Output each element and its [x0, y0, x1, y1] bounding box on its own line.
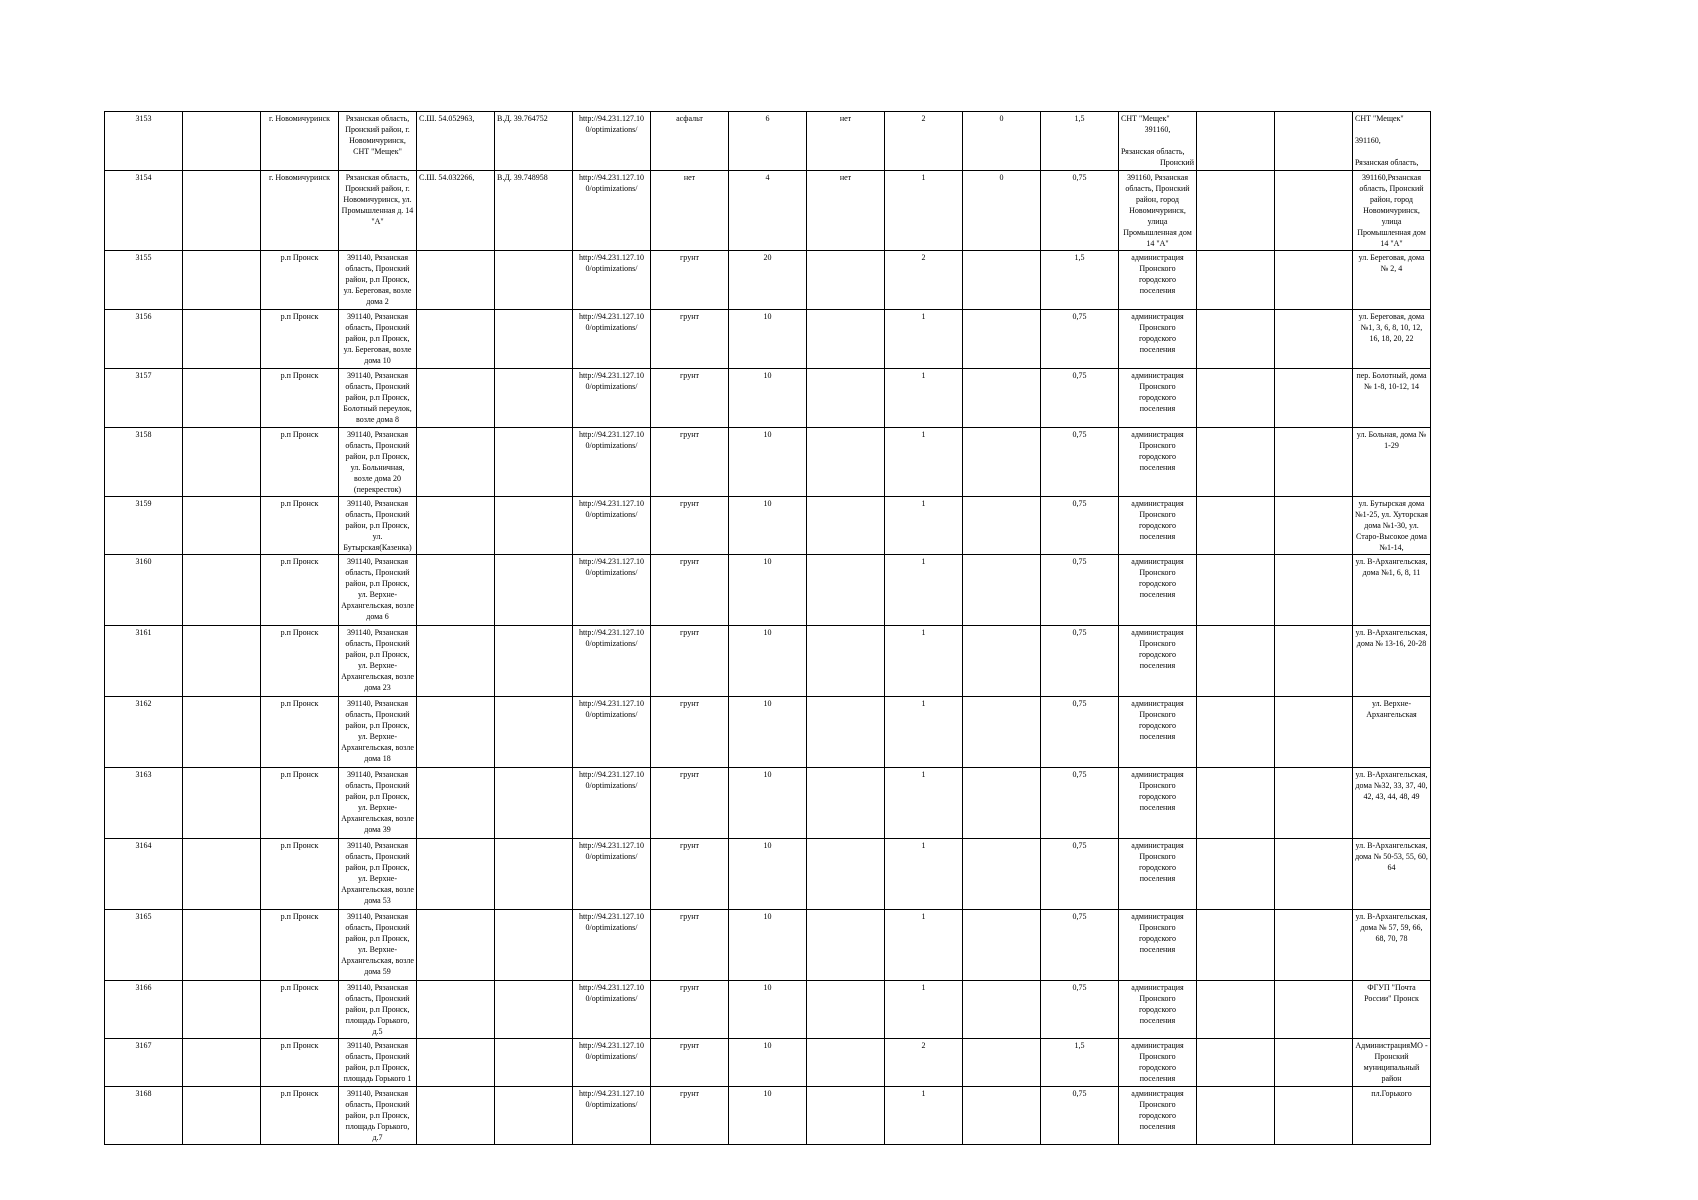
map-link[interactable]: http://94.231.127.10 0/optimizations/	[573, 112, 651, 171]
volume-cell: 1,5	[1041, 112, 1119, 171]
row-number: 3168	[105, 1087, 183, 1145]
sources-cell: ул. Береговая, дома № 2, 4	[1353, 251, 1431, 310]
row-number: 3166	[105, 981, 183, 1039]
cover-cell	[807, 626, 885, 697]
empty-cell	[1197, 428, 1275, 497]
empty-cell	[1197, 112, 1275, 171]
area-cell: 10	[729, 1087, 807, 1145]
area-cell: 10	[729, 497, 807, 555]
cover-cell	[807, 1039, 885, 1087]
row-number: 3167	[105, 1039, 183, 1087]
owner-cell: администрация Пронского городского поселения	[1119, 1087, 1197, 1145]
empty-cell: 0	[963, 112, 1041, 171]
row-number: 3163	[105, 768, 183, 839]
owner-cell: администрация Пронского городского поселения	[1119, 497, 1197, 555]
table-row	[105, 768, 1539, 839]
containers-cell: 1	[885, 1087, 963, 1145]
area-cell: 10	[729, 910, 807, 981]
registry-table	[104, 111, 1539, 1145]
empty-cell	[183, 310, 261, 369]
empty-cell	[1275, 1087, 1353, 1145]
empty-cell	[183, 112, 261, 171]
sources-cell: ул. В-Архангельская, дома №32, 33, 37, 40, 42, 43, 44, 48, 49	[1353, 768, 1431, 839]
table-row	[105, 497, 1539, 555]
table-row	[105, 981, 1539, 1039]
empty-cell	[1275, 369, 1353, 428]
empty-cell	[1197, 910, 1275, 981]
area-cell: 10	[729, 626, 807, 697]
owner-cell: администрация Пронского городского поселения	[1119, 555, 1197, 626]
containers-cell: 1	[885, 626, 963, 697]
address-cell: 391140, Рязанская область, Пронский район, р.п Пронск, ул. Бутырская(Казенка)	[339, 497, 417, 555]
latitude-cell	[417, 626, 495, 697]
area-cell: 4	[729, 171, 807, 251]
containers-cell: 1	[885, 910, 963, 981]
owner-cell: 391160, Рязанская область, Пронский район, город Новомичуринск, улица Промышленная дом 14 "А"	[1119, 171, 1197, 251]
map-link[interactable]: http://94.231.127.10 0/optimizations/	[573, 310, 651, 369]
longitude-cell	[495, 697, 573, 768]
table-row	[105, 910, 1539, 981]
longitude-cell	[495, 981, 573, 1039]
area-cell: 10	[729, 428, 807, 497]
longitude-cell	[495, 251, 573, 310]
empty-cell	[1275, 839, 1353, 910]
row-number: 3159	[105, 497, 183, 555]
area-cell: 20	[729, 251, 807, 310]
owner-cell: администрация Пронского городского поселения	[1119, 310, 1197, 369]
owner-cell: администрация Пронского городского поселения	[1119, 251, 1197, 310]
sources-line: Рязанская область,	[1355, 158, 1419, 167]
owner-cell: администрация Пронского городского поселения	[1119, 981, 1197, 1039]
settlement-cell: р.п Пронск	[261, 910, 339, 981]
cover-cell	[807, 981, 885, 1039]
surface-cell: грунт	[651, 626, 729, 697]
latitude-cell	[417, 1087, 495, 1145]
empty-cell	[1197, 839, 1275, 910]
cover-cell	[807, 251, 885, 310]
settlement-cell: р.п Пронск	[261, 555, 339, 626]
volume-cell: 0,75	[1041, 497, 1119, 555]
empty-cell	[1275, 768, 1353, 839]
empty-cell	[183, 497, 261, 555]
address-cell: 391140, Рязанская область, Пронский район, р.п Пронск, ул. Верхне-Архангельская, возле дома 18	[339, 697, 417, 768]
map-link[interactable]: http://94.231.127.10 0/optimizations/	[573, 910, 651, 981]
empty-cell	[963, 369, 1041, 428]
owner-line: Пронский	[1159, 158, 1194, 167]
empty-cell	[963, 428, 1041, 497]
cover-cell	[807, 768, 885, 839]
area-cell: 10	[729, 555, 807, 626]
latitude-cell: С.Ш. 54.032266,	[417, 171, 495, 251]
surface-cell: грунт	[651, 310, 729, 369]
empty-cell	[963, 981, 1041, 1039]
address-cell: 391140, Рязанская область, Пронский район, р.п Пронск, Болотный переулок, возле дома 8	[339, 369, 417, 428]
sources-cell: пер. Болотный, дома № 1-8, 10-12, 14	[1353, 369, 1431, 428]
latitude-cell	[417, 428, 495, 497]
sources-cell: ул. Верхне-Архангельская	[1353, 697, 1431, 768]
map-link[interactable]: http://94.231.127.10 0/optimizations/	[573, 555, 651, 626]
volume-cell: 0,75	[1041, 768, 1119, 839]
owner-cell: администрация Пронского городского поселения	[1119, 626, 1197, 697]
empty-cell	[963, 626, 1041, 697]
settlement-cell: р.п Пронск	[261, 428, 339, 497]
volume-cell: 1,5	[1041, 251, 1119, 310]
surface-cell: грунт	[651, 555, 729, 626]
empty-cell	[1275, 112, 1353, 171]
surface-cell: грунт	[651, 910, 729, 981]
owner-line: Рязанская область,	[1121, 147, 1185, 156]
longitude-cell: В.Д. 39.748958	[495, 171, 573, 251]
volume-cell: 0,75	[1041, 839, 1119, 910]
empty-cell: 0	[963, 171, 1041, 251]
table-row	[105, 555, 1539, 626]
empty-cell	[1275, 428, 1353, 497]
row-number: 3153	[105, 112, 183, 171]
row-number: 3164	[105, 839, 183, 910]
empty-cell	[1197, 768, 1275, 839]
settlement-cell: р.п Пронск	[261, 626, 339, 697]
latitude-cell	[417, 497, 495, 555]
map-link[interactable]: http://94.231.127.10 0/optimizations/	[573, 369, 651, 428]
latitude-cell	[417, 839, 495, 910]
row-number: 3154	[105, 171, 183, 251]
map-link[interactable]: http://94.231.127.10 0/optimizations/	[573, 428, 651, 497]
map-link[interactable]: http://94.231.127.10 0/optimizations/	[573, 839, 651, 910]
table-row	[105, 369, 1539, 428]
empty-cell	[1275, 981, 1353, 1039]
row-number: 3165	[105, 910, 183, 981]
sources-cell: ул. Больная, дома № 1-29	[1353, 428, 1431, 497]
surface-cell: грунт	[651, 981, 729, 1039]
empty-cell	[1197, 626, 1275, 697]
table-row	[105, 428, 1539, 497]
cover-cell	[807, 697, 885, 768]
address-cell: 391140, Рязанская область, Пронский район, р.п Пронск, ул. Верхне-Архангельская, возле дома 6	[339, 555, 417, 626]
latitude-cell	[417, 251, 495, 310]
settlement-cell: р.п Пронск	[261, 1039, 339, 1087]
surface-cell: грунт	[651, 428, 729, 497]
address-cell: 391140, Рязанская область, Пронский район, р.п Пронск, ул. Верхне-Архангельская, возле дома 39	[339, 768, 417, 839]
cover-cell: нет	[807, 112, 885, 171]
cover-cell	[807, 497, 885, 555]
row-number: 3160	[105, 555, 183, 626]
volume-cell: 0,75	[1041, 369, 1119, 428]
surface-cell: грунт	[651, 768, 729, 839]
latitude-cell	[417, 369, 495, 428]
map-link[interactable]: http://94.231.127.10 0/optimizations/	[573, 251, 651, 310]
address-cell: Рязанская область, Пронский район, г. Новомичуринск, ул. Промышленная д. 14 "А"	[339, 171, 417, 251]
empty-cell	[183, 1087, 261, 1145]
cover-cell	[807, 428, 885, 497]
owner-line: СНТ "Мещек"	[1121, 114, 1170, 123]
empty-cell	[963, 555, 1041, 626]
empty-cell	[963, 310, 1041, 369]
owner-cell: администрация Пронского городского поселения	[1119, 839, 1197, 910]
empty-cell	[963, 768, 1041, 839]
volume-cell: 0,75	[1041, 626, 1119, 697]
latitude-cell	[417, 768, 495, 839]
longitude-cell	[495, 555, 573, 626]
surface-cell: грунт	[651, 369, 729, 428]
latitude-cell	[417, 910, 495, 981]
empty-cell	[1197, 171, 1275, 251]
empty-cell	[963, 1039, 1041, 1087]
sources-cell: ул. В-Архангельская, дома № 57, 59, 66, 68, 70, 78	[1353, 910, 1431, 981]
address-cell: 391140, Рязанская область, Пронский район, р.п Пронск, ул. Береговая, возле дома 10	[339, 310, 417, 369]
empty-cell	[1197, 310, 1275, 369]
settlement-cell: р.п Пронск	[261, 981, 339, 1039]
owner-cell: администрация Пронского городского поселения	[1119, 369, 1197, 428]
sources-cell: ул. В-Архангельская, дома №1, 6, 8, 11	[1353, 555, 1431, 626]
address-cell: 391140, Рязанская область, Пронский район, р.п Пронск, ул. Верхне-Архангельская, возле дома 53	[339, 839, 417, 910]
volume-cell: 0,75	[1041, 428, 1119, 497]
surface-cell: грунт	[651, 497, 729, 555]
empty-cell	[1275, 497, 1353, 555]
empty-cell	[183, 981, 261, 1039]
surface-cell: грунт	[651, 697, 729, 768]
empty-cell	[963, 1087, 1041, 1145]
address-cell: 391140, Рязанская область, Пронский район, р.п Пронск, ул. Верхне-Архангельская, возле дома 23	[339, 626, 417, 697]
address-cell: 391140, Рязанская область, Пронский район, р.п Пронск, ул. Береговая, возле дома 2	[339, 251, 417, 310]
area-cell: 10	[729, 981, 807, 1039]
owner-cell: администрация Пронского городского поселения	[1119, 428, 1197, 497]
empty-cell	[1275, 697, 1353, 768]
empty-cell	[1197, 1039, 1275, 1087]
table-row	[105, 112, 1539, 171]
settlement-cell: р.п Пронск	[261, 497, 339, 555]
sources-line: 391160,	[1355, 136, 1381, 145]
longitude-cell	[495, 910, 573, 981]
map-link[interactable]: http://94.231.127.10 0/optimizations/	[573, 697, 651, 768]
containers-cell: 1	[885, 428, 963, 497]
latitude-cell	[417, 555, 495, 626]
latitude-cell	[417, 1039, 495, 1087]
table-row	[105, 697, 1539, 768]
owner-line: 391160,	[1144, 125, 1171, 134]
sources-cell: 391160,Рязанская область, Пронский район, город Новомичуринск, улица Промышленная дом 14 "А"	[1353, 171, 1431, 251]
empty-cell	[183, 369, 261, 428]
containers-cell: 2	[885, 1039, 963, 1087]
owner-cell: администрация Пронского городского поселения	[1119, 697, 1197, 768]
latitude-cell	[417, 981, 495, 1039]
cover-cell	[807, 555, 885, 626]
settlement-cell: р.п Пронск	[261, 839, 339, 910]
settlement-cell: г. Новомичуринск	[261, 171, 339, 251]
longitude-cell	[495, 497, 573, 555]
address-cell: 391140, Рязанская область, Пронский район, р.п Пронск, ул. Верхне-Архангельская, возле дома 59	[339, 910, 417, 981]
empty-cell	[1275, 910, 1353, 981]
longitude-cell	[495, 839, 573, 910]
row-number: 3155	[105, 251, 183, 310]
empty-cell	[1275, 1039, 1353, 1087]
area-cell: 10	[729, 697, 807, 768]
surface-cell: грунт	[651, 251, 729, 310]
empty-cell	[183, 428, 261, 497]
address-cell: Рязанская область, Пронский район, г. Новомичуринск, СНТ "Мещек"	[339, 112, 417, 171]
sources-cell: АдминистрацияМО - Пронский муниципальный район	[1353, 1039, 1431, 1087]
empty-cell	[1197, 981, 1275, 1039]
settlement-cell: г. Новомичуринск	[261, 112, 339, 171]
empty-cell	[183, 171, 261, 251]
sources-cell: ул. Бутырская дома №1-25, ул. Хуторская дома №1-30, ул. Старо-Высокое дома №1-14,	[1353, 497, 1431, 555]
containers-cell: 1	[885, 839, 963, 910]
empty-cell	[1275, 310, 1353, 369]
address-cell: 391140, Рязанская область, Пронский район, р.п Пронск, площадь Горького, д.5	[339, 981, 417, 1039]
cover-cell	[807, 1087, 885, 1145]
empty-cell	[183, 697, 261, 768]
empty-cell	[183, 910, 261, 981]
longitude-cell	[495, 369, 573, 428]
longitude-cell	[495, 626, 573, 697]
settlement-cell: р.п Пронск	[261, 251, 339, 310]
settlement-cell: р.п Пронск	[261, 768, 339, 839]
row-number: 3161	[105, 626, 183, 697]
longitude-cell	[495, 768, 573, 839]
empty-cell	[183, 1039, 261, 1087]
sources-cell: пл.Горького	[1353, 1087, 1431, 1145]
empty-cell	[963, 251, 1041, 310]
longitude-cell: В.Д. 39.764752	[495, 112, 573, 171]
empty-cell	[963, 910, 1041, 981]
surface-cell: нет	[651, 171, 729, 251]
longitude-cell	[495, 1087, 573, 1145]
empty-cell	[1275, 251, 1353, 310]
row-number: 3156	[105, 310, 183, 369]
containers-cell: 2	[885, 112, 963, 171]
surface-cell: грунт	[651, 1039, 729, 1087]
empty-cell	[183, 839, 261, 910]
address-cell: 391140, Рязанская область, Пронский район, р.п Пронск, ул. Больничная, возле дома 20 (перекресток)	[339, 428, 417, 497]
empty-cell	[183, 768, 261, 839]
area-cell: 6	[729, 112, 807, 171]
area-cell: 10	[729, 1039, 807, 1087]
settlement-cell: р.п Пронск	[261, 1087, 339, 1145]
settlement-cell: р.п Пронск	[261, 310, 339, 369]
empty-cell	[1197, 697, 1275, 768]
empty-cell	[183, 251, 261, 310]
containers-cell: 1	[885, 555, 963, 626]
row-number: 3162	[105, 697, 183, 768]
empty-cell	[963, 697, 1041, 768]
map-link[interactable]: http://94.231.127.10 0/optimizations/	[573, 626, 651, 697]
empty-cell	[1275, 626, 1353, 697]
latitude-cell: С.Ш. 54.052963,	[417, 112, 495, 171]
table-row	[105, 310, 1539, 369]
map-link[interactable]: http://94.231.127.10 0/optimizations/	[573, 768, 651, 839]
sources-cell: ул. В-Архангельская, дома № 50-53, 55, 60, 64	[1353, 839, 1431, 910]
surface-cell: асфальт	[651, 112, 729, 171]
area-cell: 10	[729, 768, 807, 839]
containers-cell: 1	[885, 981, 963, 1039]
map-link[interactable]: http://94.231.127.10 0/optimizations/	[573, 171, 651, 251]
volume-cell: 0,75	[1041, 981, 1119, 1039]
address-cell: 391140, Рязанская область, Пронский район, р.п Пронск, площадь Горького, д.7	[339, 1087, 417, 1145]
settlement-cell: р.п Пронск	[261, 369, 339, 428]
sources-cell: ул. Береговая, дома №1, 3, 6, 8, 10, 12, 16, 18, 20, 22	[1353, 310, 1431, 369]
volume-cell: 0,75	[1041, 697, 1119, 768]
empty-cell	[1275, 171, 1353, 251]
latitude-cell	[417, 310, 495, 369]
surface-cell: грунт	[651, 839, 729, 910]
containers-cell: 1	[885, 497, 963, 555]
area-cell: 10	[729, 369, 807, 428]
surface-cell: грунт	[651, 1087, 729, 1145]
sources-cell	[1353, 112, 1431, 171]
table-row	[105, 1087, 1539, 1145]
longitude-cell	[495, 1039, 573, 1087]
map-link[interactable]: http://94.231.127.10 0/optimizations/	[573, 1087, 651, 1145]
empty-cell	[963, 839, 1041, 910]
cover-cell	[807, 910, 885, 981]
area-cell: 10	[729, 839, 807, 910]
map-link[interactable]: http://94.231.127.10 0/optimizations/	[573, 981, 651, 1039]
volume-cell: 0,75	[1041, 171, 1119, 251]
containers-cell: 1	[885, 171, 963, 251]
settlement-cell: р.п Пронск	[261, 697, 339, 768]
containers-cell: 1	[885, 697, 963, 768]
sources-cell: ФГУП "Почта России" Пронск	[1353, 981, 1431, 1039]
volume-cell: 1,5	[1041, 1039, 1119, 1087]
empty-cell	[1197, 251, 1275, 310]
containers-cell: 2	[885, 251, 963, 310]
row-number: 3158	[105, 428, 183, 497]
cover-cell	[807, 839, 885, 910]
owner-cell: администрация Пронского городского поселения	[1119, 1039, 1197, 1087]
table-row	[105, 1039, 1539, 1087]
cover-cell	[807, 369, 885, 428]
map-link[interactable]: http://94.231.127.10 0/optimizations/	[573, 497, 651, 555]
empty-cell	[1197, 555, 1275, 626]
empty-cell	[183, 626, 261, 697]
table-row	[105, 251, 1539, 310]
sources-line: СНТ "Мещек"	[1355, 114, 1404, 123]
containers-cell: 1	[885, 768, 963, 839]
table-row	[105, 626, 1539, 697]
containers-cell: 1	[885, 310, 963, 369]
containers-cell: 1	[885, 369, 963, 428]
empty-cell	[1275, 555, 1353, 626]
longitude-cell	[495, 310, 573, 369]
owner-cell: администрация Пронского городского поселения	[1119, 768, 1197, 839]
volume-cell: 0,75	[1041, 310, 1119, 369]
row-number: 3157	[105, 369, 183, 428]
sources-cell: ул. В-Архангельская, дома № 13-16, 20-28	[1353, 626, 1431, 697]
latitude-cell	[417, 697, 495, 768]
longitude-cell	[495, 428, 573, 497]
volume-cell: 0,75	[1041, 555, 1119, 626]
address-cell: 391140, Рязанская область, Пронский район, р.п Пронск, площадь Горького 1	[339, 1039, 417, 1087]
volume-cell: 0,75	[1041, 910, 1119, 981]
empty-cell	[963, 497, 1041, 555]
cover-cell	[807, 310, 885, 369]
empty-cell	[1197, 369, 1275, 428]
area-cell: 10	[729, 310, 807, 369]
empty-cell	[1197, 1087, 1275, 1145]
cover-cell: нет	[807, 171, 885, 251]
volume-cell: 0,75	[1041, 1087, 1119, 1145]
empty-cell	[1197, 497, 1275, 555]
owner-cell: администрация Пронского городского поселения	[1119, 910, 1197, 981]
table-row	[105, 171, 1539, 251]
map-link[interactable]: http://94.231.127.10 0/optimizations/	[573, 1039, 651, 1087]
owner-cell	[1119, 112, 1197, 171]
empty-cell	[183, 555, 261, 626]
table-row	[105, 839, 1539, 910]
